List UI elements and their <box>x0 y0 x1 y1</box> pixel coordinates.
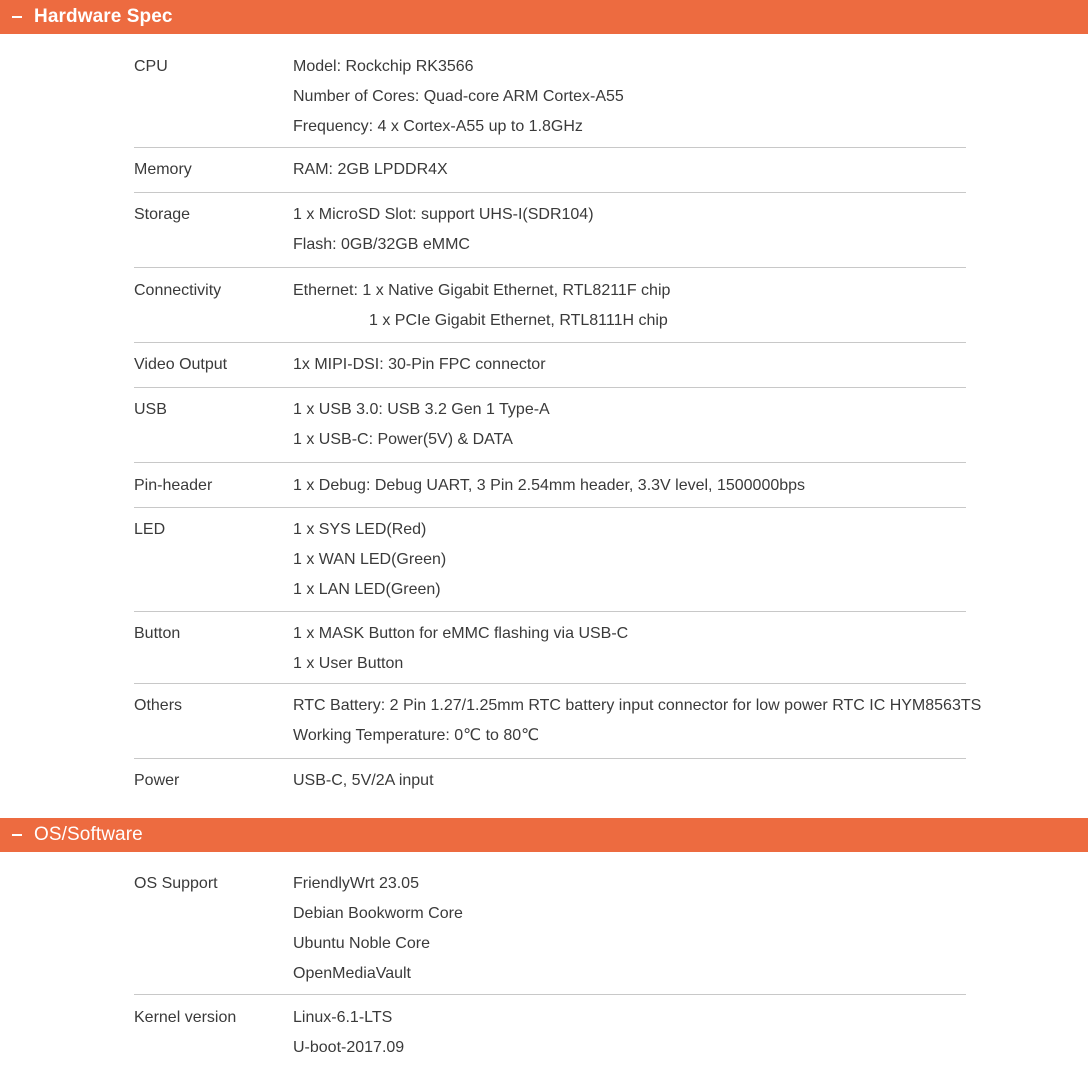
spec-label: USB <box>134 401 167 418</box>
spec-row-video-output <box>134 343 966 388</box>
spec-value: Ubuntu Noble Core <box>293 935 430 952</box>
spec-values <box>293 52 966 147</box>
spec-values <box>293 759 966 796</box>
spec-values <box>293 148 966 192</box>
spec-label: LED <box>134 521 166 538</box>
spec-value: 1 x Debug: Debug UART, 3 Pin 2.54mm header, 3.3V level, 1500000bps <box>293 477 806 494</box>
spec-value: 1 x USB 3.0: USB 3.2 Gen 1 Type-A <box>293 401 550 418</box>
spec-row-pin-header <box>134 463 966 508</box>
os-software-header[interactable] <box>0 818 1088 852</box>
os-software-table <box>134 869 966 1063</box>
spec-value: 1 x MicroSD Slot: support UHS-I(SDR104) <box>293 206 594 223</box>
spec-row-connectivity <box>134 268 966 343</box>
hardware-spec-title: Hardware Spec <box>34 6 173 27</box>
spec-label: Video Output <box>134 356 228 373</box>
spec-value: Model: Rockchip RK3566 <box>293 58 474 75</box>
spec-row-power <box>134 759 966 796</box>
spec-value: 1 x WAN LED(Green) <box>293 551 447 568</box>
spec-value: Working Temperature: 0℃ to 80℃ <box>293 727 540 744</box>
spec-label: Kernel version <box>134 1009 237 1026</box>
spec-label: Button <box>134 625 181 642</box>
spec-value: RTC Battery: 2 Pin 1.27/1.25mm RTC battery input connector for low power RTC IC HYM8563TS <box>293 697 982 714</box>
spec-row-cpu <box>134 52 966 148</box>
spec-value: 1 x PCIe Gigabit Ethernet, RTL8111H chip <box>369 312 668 329</box>
spec-row-kernel-version <box>134 995 966 1063</box>
spec-row-button <box>134 612 966 684</box>
spec-value: 1 x LAN LED(Green) <box>293 581 441 598</box>
spec-value: U-boot-2017.09 <box>293 1039 405 1056</box>
spec-row-usb <box>134 388 966 463</box>
spec-value: USB-C, 5V/2A input <box>293 772 434 789</box>
spec-value: 1 x MASK Button for eMMC flashing via USB-C <box>293 625 629 642</box>
spec-value: 1 x SYS LED(Red) <box>293 521 427 538</box>
spec-label: CPU <box>134 58 168 75</box>
spec-label: Pin-header <box>134 477 213 494</box>
spec-label: Power <box>134 772 180 789</box>
spec-values <box>293 193 966 267</box>
hardware-spec-header[interactable] <box>0 0 1088 34</box>
spec-label: Connectivity <box>134 282 222 299</box>
spec-values <box>293 508 966 611</box>
spec-values <box>293 268 966 342</box>
spec-value: Number of Cores: Quad-core ARM Cortex-A55 <box>293 88 624 105</box>
spec-value: OpenMediaVault <box>293 965 411 982</box>
spec-values <box>293 463 966 507</box>
spec-row-memory <box>134 148 966 193</box>
spec-values <box>293 343 966 387</box>
spec-value: Frequency: 4 x Cortex-A55 up to 1.8GHz <box>293 118 583 135</box>
collapse-minus-icon[interactable] <box>12 16 22 18</box>
spec-row-others <box>134 684 982 759</box>
spec-row-storage <box>134 193 966 268</box>
spec-value: FriendlyWrt 23.05 <box>293 875 419 892</box>
spec-label: Others <box>134 697 183 714</box>
spec-row-os-support <box>134 869 966 995</box>
spec-label: Memory <box>134 161 192 178</box>
spec-values <box>293 869 966 994</box>
spec-label: Storage <box>134 206 191 223</box>
spec-value: 1x MIPI-DSI: 30-Pin FPC connector <box>293 356 546 373</box>
spec-row-led <box>134 508 966 612</box>
spec-value: Ethernet: 1 x Native Gigabit Ethernet, RTL8211F chip <box>293 282 671 299</box>
spec-values <box>293 388 966 462</box>
spec-value: 1 x USB-C: Power(5V) & DATA <box>293 431 513 448</box>
spec-value: Flash: 0GB/32GB eMMC <box>293 236 470 253</box>
spec-value: Debian Bookworm Core <box>293 905 463 922</box>
spec-values <box>293 612 966 683</box>
os-software-title: OS/Software <box>34 824 143 845</box>
spec-values <box>293 684 981 758</box>
spec-values <box>293 995 966 1063</box>
hardware-spec-table <box>134 52 982 796</box>
spec-label: OS Support <box>134 875 218 892</box>
collapse-minus-icon[interactable] <box>12 834 22 836</box>
spec-value: Linux-6.1-LTS <box>293 1009 393 1026</box>
spec-value: 1 x User Button <box>293 655 404 672</box>
spec-value: RAM: 2GB LPDDR4X <box>293 161 448 178</box>
